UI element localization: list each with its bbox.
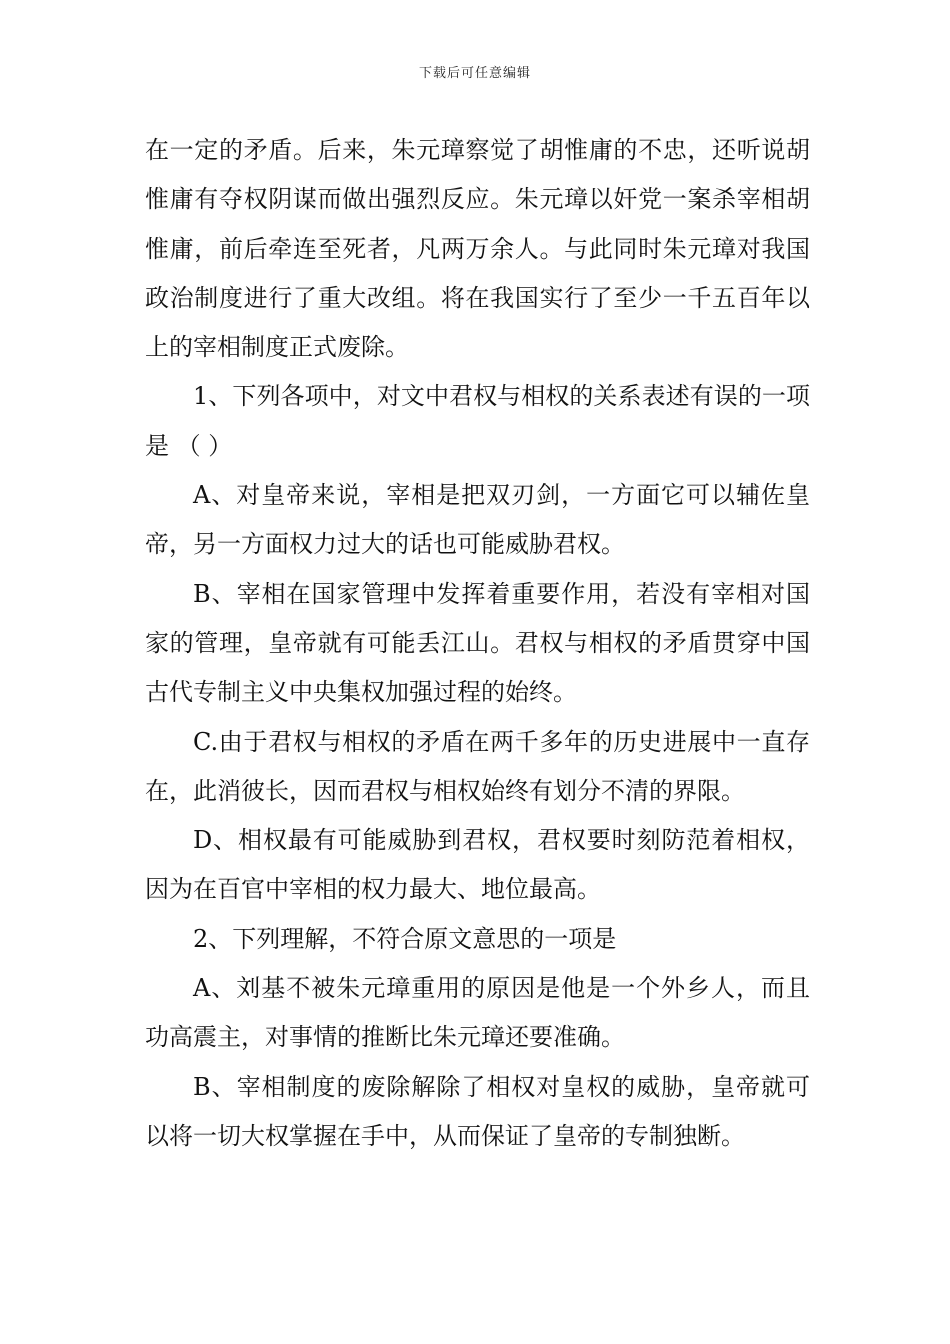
paragraph-continuation: 在一定的矛盾。后来，朱元璋察觉了胡惟庸的不忠，还听说胡惟庸有夺权阴谋而做出强烈反应。朱元璋以奸党一案杀宰相胡惟庸，前后牵连至死者，凡两万余人。与此同时朱元璋对我国政治制度进行了重大改组。将在我国实行了至少一千五百年以上的宰相制度正式废除。 <box>145 136 810 362</box>
question-2-option-b: B、宰相制度的废除解除了相权对皇权的威胁，皇帝就可以将一切大权掌握在手中，从而保证了皇帝的专制独断。 <box>145 1072 810 1150</box>
document-body <box>145 126 810 1161</box>
question-1-option-d: D、相权最有可能威胁到君权，君权要时刻防范着相权，因为在百官中宰相的权力最大、地位最高。 <box>145 826 810 904</box>
question-1-option-a: A、对皇帝来说，宰相是把双刃剑，一方面它可以辅佐皇帝，另一方面权力过大的话也可能威胁君权。 <box>145 481 810 559</box>
question-2: 2、下列理解，不符合原文意思的一项是 <box>193 924 617 953</box>
question-1-option-c: C.由于君权与相权的矛盾在两千多年的历史进展中一直存在，此消彼长，因而君权与相权始终有划分不清的界限。 <box>145 727 810 805</box>
question-2-option-a: A、刘基不被朱元璋重用的原因是他是一个外乡人，而且功高震主，对事情的推断比朱元璋还要准确。 <box>145 974 810 1052</box>
question-1: 1、下列各项中，对文中君权与相权的关系表述有误的一项是 （ ） <box>145 382 810 460</box>
page-header: 下载后可任意编辑 <box>418 66 531 81</box>
question-1-option-b: B、宰相在国家管理中发挥着重要作用，若没有宰相对国家的管理，皇帝就有可能丢江山。君权与相权的矛盾贯穿中国古代专制主义中央集权加强过程的始终。 <box>145 579 810 707</box>
